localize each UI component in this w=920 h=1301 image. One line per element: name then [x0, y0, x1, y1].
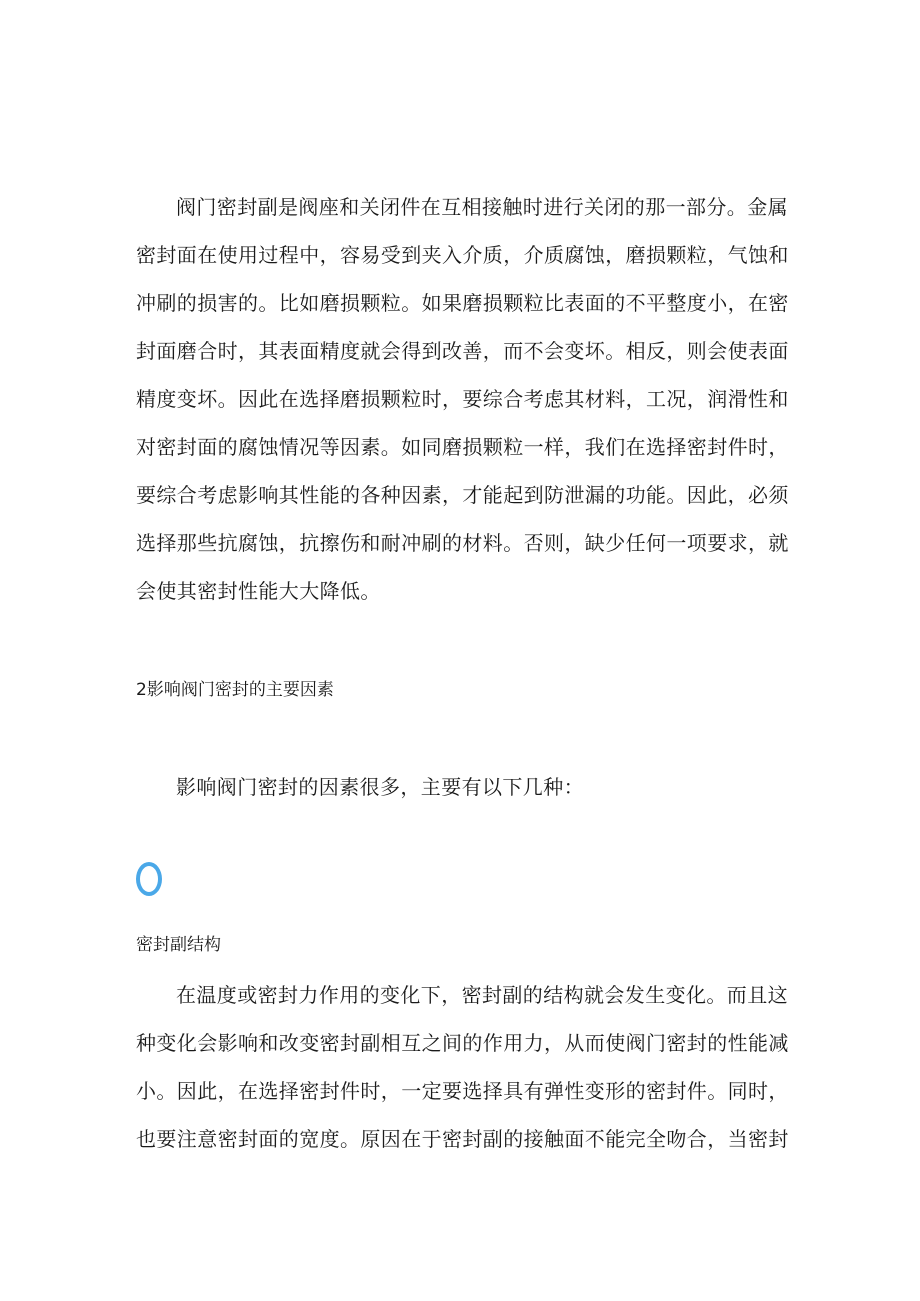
paragraph-3-line-3: 小。因此，在选择密封件时，一定要选择具有弹性变形的密封件。同时， [136, 1079, 789, 1103]
paragraph-2-line-1: 影响阀门密封的因素很多，主要有以下几种： [176, 775, 584, 799]
subheading: 密封副结构 [136, 935, 221, 955]
paragraph-1-line-8: 选择那些抗腐蚀，抗擦伤和耐冲刷的材料。否则，缺少任何一项要求，就 [136, 531, 789, 555]
paragraph-1-line-1: 阀门密封副是阀座和关闭件在互相接触时进行关闭的那一部分。金属 [176, 195, 788, 219]
list-marker-circle-icon [136, 862, 162, 896]
paragraph-1-line-4: 封面磨合时，其表面精度就会得到改善，而不会变坏。相反，则会使表面 [136, 339, 789, 363]
paragraph-1-line-9: 会使其密封性能大大降低。 [136, 579, 381, 603]
paragraph-1-line-3: 冲刷的损害的。比如磨损颗粒。如果磨损颗粒比表面的不平整度小，在密 [136, 291, 789, 315]
section-heading: 2影响阀门密封的主要因素 [136, 680, 334, 700]
paragraph-3-line-1: 在温度或密封力作用的变化下，密封副的结构就会发生变化。而且这 [176, 983, 788, 1007]
paragraph-3-line-2: 种变化会影响和改变密封副相互之间的作用力，从而使阀门密封的性能减 [136, 1031, 789, 1055]
paragraph-1-line-6: 对密封面的腐蚀情况等因素。如同磨损颗粒一样，我们在选择密封件时， [136, 435, 789, 459]
paragraph-1-line-7: 要综合考虑影响其性能的各种因素，才能起到防泄漏的功能。因此，必须 [136, 483, 789, 507]
paragraph-3-line-4: 也要注意密封面的宽度。原因在于密封副的接触面不能完全吻合，当密封 [136, 1127, 789, 1151]
paragraph-1-line-2: 密封面在使用过程中，容易受到夹入介质，介质腐蚀，磨损颗粒，气蚀和 [136, 243, 789, 267]
paragraph-1-line-5: 精度变坏。因此在选择磨损颗粒时，要综合考虑其材料，工况，润滑性和 [136, 387, 789, 411]
